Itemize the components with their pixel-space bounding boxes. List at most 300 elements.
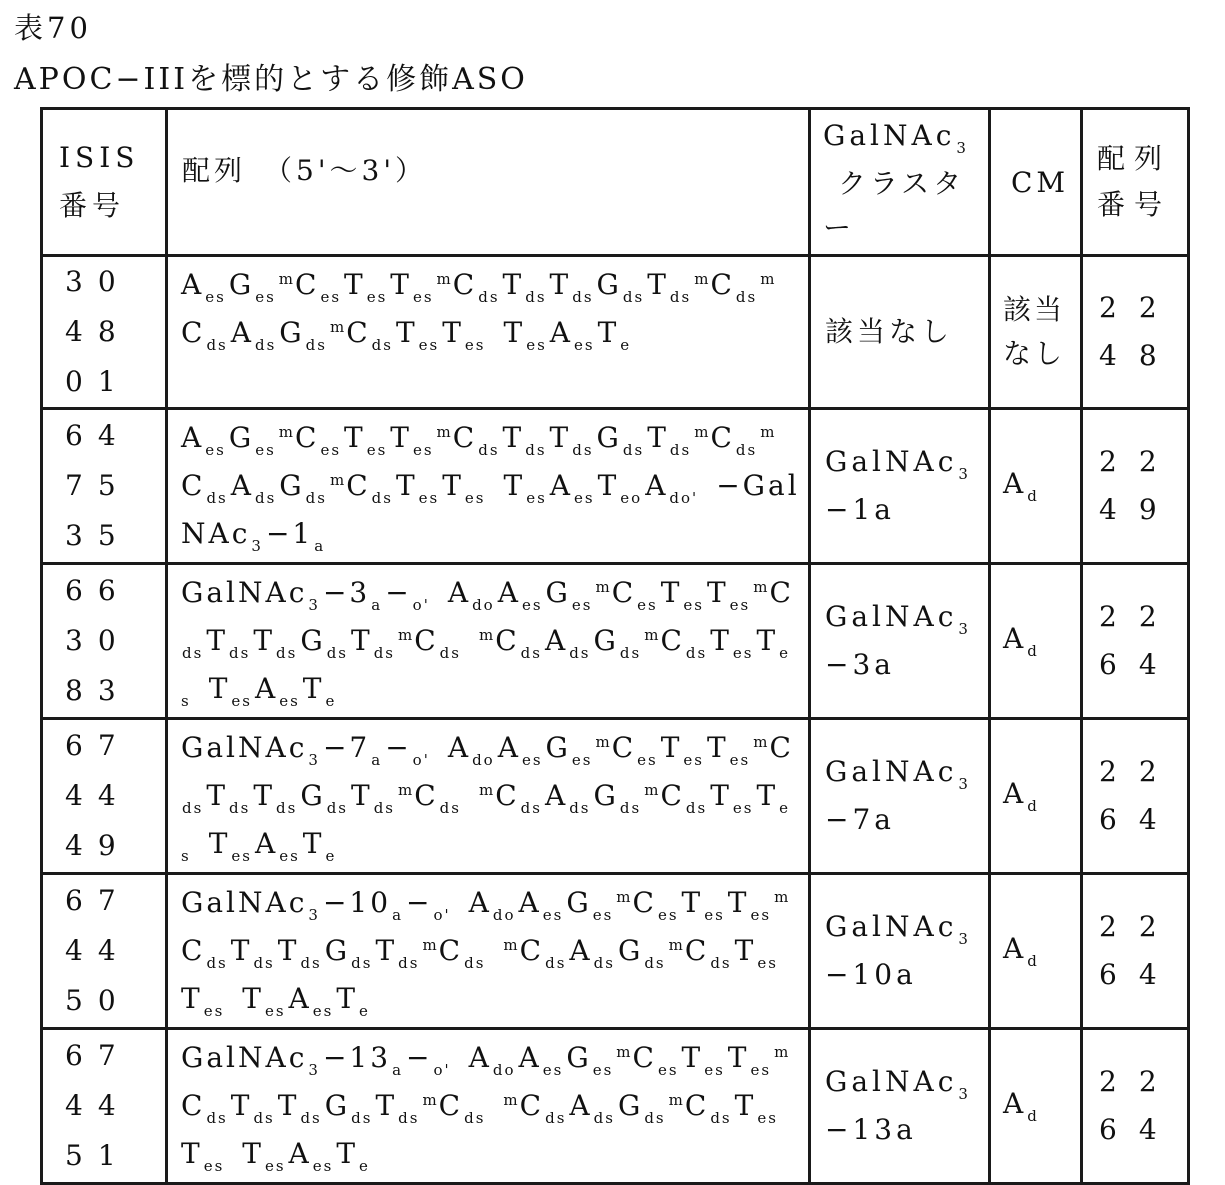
chem-base: A — [569, 934, 593, 967]
chem-base: T — [710, 779, 732, 812]
chem-subscript: es — [729, 596, 751, 614]
chem-base: T — [206, 624, 228, 657]
cm-value — [990, 256, 1082, 409]
chem-base: C — [346, 469, 371, 502]
chem-base: A — [549, 469, 573, 502]
chem-base: A — [254, 672, 279, 705]
chem-subscript: ds — [478, 288, 500, 306]
chem-subscript: 3 — [251, 537, 263, 555]
chem-base: T — [756, 779, 779, 812]
chem-subscript: es — [521, 751, 543, 769]
header-isis-number: ISIS番号 — [42, 109, 167, 256]
chem-subscript: 3 — [958, 1085, 970, 1103]
galnac-cluster — [810, 1029, 990, 1184]
chem-subscript: ds — [276, 799, 298, 817]
chem-base: GalNAc — [825, 910, 958, 943]
chem-base: T — [208, 672, 231, 705]
chem-subscript: es — [181, 644, 791, 710]
chem-subscript: ds — [206, 336, 228, 354]
chem-subscript: es — [264, 1157, 286, 1175]
chem-base: T — [502, 268, 525, 301]
chem-base: GalNAc — [181, 576, 308, 609]
chem-subscript: a — [371, 751, 383, 769]
chem-subscript: es — [312, 1157, 334, 1175]
chem-subscript: ds — [300, 954, 322, 972]
chem-subscript: ds — [300, 1109, 322, 1127]
chem-superscript: m — [503, 936, 519, 954]
chem-base: T — [706, 576, 729, 609]
chem-base: T — [253, 624, 275, 657]
header-galnac-cluster — [810, 109, 990, 256]
chem-subscript: es — [255, 441, 276, 459]
galnac-cluster — [810, 409, 990, 564]
chem-subscript: es — [637, 751, 658, 769]
chem-base: −13 — [322, 1041, 392, 1074]
chem-base: T — [336, 1137, 359, 1170]
chem-subscript: es — [203, 1157, 225, 1175]
chem-base: T — [302, 672, 325, 705]
chem-subscript: ds — [622, 288, 645, 306]
table-row — [42, 719, 1189, 874]
chem-base: T — [756, 624, 779, 657]
chem-subscript: es — [592, 1061, 614, 1079]
chem-base: A — [518, 1041, 542, 1074]
chem-subscript: eo — [620, 489, 643, 507]
chem-base: T — [734, 1089, 757, 1122]
chem-subscript: ds — [253, 1109, 275, 1127]
chem-base: C — [611, 731, 637, 764]
chem-base: T — [181, 982, 203, 1015]
chem-base: C — [684, 1089, 710, 1122]
chem-base: T — [181, 1137, 203, 1170]
table-row — [42, 256, 1189, 409]
chem-subscript: o' — [412, 751, 430, 769]
sequence — [167, 719, 810, 874]
chem-superscript: m — [774, 1043, 790, 1061]
chem-base: A — [181, 421, 205, 454]
chem-subscript: a — [371, 596, 383, 614]
table-row — [42, 874, 1189, 1029]
chem-subscript: ds — [520, 644, 542, 662]
chem-base: C — [414, 624, 439, 657]
chem-base: C — [346, 316, 371, 349]
chem-base: T — [230, 1089, 253, 1122]
chem-subscript: e — [359, 1002, 370, 1020]
isis-number: 674450 — [42, 874, 167, 1029]
chem-base: G — [228, 268, 255, 301]
chem-base: A — [230, 469, 254, 502]
chem-base: T — [242, 982, 264, 1015]
isis-number: 647535 — [42, 409, 167, 564]
sequence — [167, 1029, 810, 1184]
chem-subscript: es — [418, 336, 440, 354]
seq-id-number: 2264 — [1082, 874, 1189, 1029]
chem-base: GalNAc — [825, 755, 958, 788]
chem-subscript: es — [320, 288, 342, 306]
chem-base: G — [324, 934, 351, 967]
chem-base: G — [300, 779, 326, 812]
chem-base: C — [660, 779, 685, 812]
sequence — [167, 409, 810, 564]
chem-base: G — [596, 421, 622, 454]
chem-base: G — [545, 731, 571, 764]
chem-subscript: es — [574, 336, 595, 354]
chem-subscript: o' — [433, 906, 451, 924]
chem-subscript: 3 — [308, 751, 320, 769]
chem-subscript: ds — [373, 799, 395, 817]
chem-subscript: 3 — [308, 596, 320, 614]
chem-superscript: m — [616, 888, 632, 906]
chem-subscript: ds — [622, 441, 645, 459]
chem-subscript: es — [571, 751, 593, 769]
chem-base: GalNAc — [825, 1065, 958, 1098]
chem-subscript: ds — [464, 954, 486, 972]
chem-superscript: m — [644, 626, 660, 644]
chem-superscript: m — [694, 270, 710, 288]
chem-base: C — [769, 576, 794, 609]
chem-base: T — [681, 1041, 704, 1074]
chem-base: C — [438, 1089, 464, 1122]
chem-base: T — [727, 1041, 750, 1074]
chem-subscript: ds — [371, 336, 393, 354]
header-row — [42, 109, 1189, 256]
table-number-title: 表70 — [14, 11, 92, 45]
chem-base: T — [390, 268, 412, 301]
header-cm: CM — [990, 109, 1082, 256]
chem-subscript: es — [205, 441, 226, 459]
chem-base: A — [544, 779, 569, 812]
isis-number: 674451 — [42, 1029, 167, 1184]
chem-base: − — [406, 886, 433, 919]
chem-base: C — [181, 1089, 206, 1122]
chem-subscript: es — [542, 906, 564, 924]
chem-base: C — [181, 469, 206, 502]
chem-base: GalNAc — [181, 1041, 308, 1074]
chem-superscript: m — [398, 781, 414, 799]
chem-base: T — [503, 316, 526, 349]
chem-subscript: ds — [545, 1109, 567, 1127]
chem-base: T — [442, 469, 464, 502]
chem-subscript: ds — [525, 288, 547, 306]
chem-subscript: es — [592, 906, 614, 924]
chem-base: A — [254, 827, 279, 860]
chem-base: T — [253, 779, 275, 812]
chem-base: C — [295, 421, 320, 454]
chem-base: A — [447, 731, 472, 764]
chem-superscript: m — [422, 936, 438, 954]
seq-id-number: 2264 — [1082, 1029, 1189, 1184]
chem-superscript: m — [398, 626, 414, 644]
sequence — [167, 256, 810, 409]
chem-base: T — [395, 469, 418, 502]
chem-subscript: ds — [464, 1109, 486, 1127]
chem-subscript: ds — [569, 799, 591, 817]
isis-number: 674449 — [42, 719, 167, 874]
chem-subscript: d — [1027, 642, 1039, 660]
chem-base: T — [647, 268, 669, 301]
galnac-cluster — [810, 719, 990, 874]
chem-subscript: ds — [735, 288, 758, 306]
chem-base: T — [734, 934, 757, 967]
chem-subscript: es — [757, 1109, 778, 1127]
chem-subscript: 3 — [958, 620, 970, 638]
chem-base: 該当なし — [1003, 293, 1066, 370]
chem-superscript: m — [668, 936, 684, 954]
chem-subscript: es — [526, 336, 547, 354]
chem-base: G — [279, 469, 305, 502]
chem-base: C — [295, 268, 320, 301]
chem-subscript: es — [750, 1061, 772, 1079]
chem-subscript: a — [392, 1061, 404, 1079]
chem-subscript: es — [732, 644, 754, 662]
chem-base: C — [414, 779, 439, 812]
chem-superscript: m — [503, 1091, 519, 1109]
chem-superscript: m — [760, 423, 776, 441]
chem-subscript: ds — [254, 336, 277, 354]
table-caption: APOC−IIIを標的とする修飾ASO — [14, 62, 528, 97]
chem-base: A — [468, 1041, 492, 1074]
chem-subscript: ds — [710, 1109, 732, 1127]
chem-base: −10 — [322, 886, 392, 919]
chem-subscript: ds — [351, 954, 373, 972]
chem-base: C — [660, 624, 685, 657]
chem-base: G — [617, 1089, 644, 1122]
chem-subscript: d — [1027, 797, 1039, 815]
chem-base: T — [242, 1137, 264, 1170]
chem-base: C — [495, 779, 520, 812]
chem-base: A — [518, 886, 542, 919]
chem-subscript: es — [732, 799, 754, 817]
chem-base: C — [438, 934, 464, 967]
chem-subscript: ds — [254, 489, 277, 507]
chem-subscript: es — [255, 288, 276, 306]
chem-base: C — [611, 576, 637, 609]
chem-subscript: ds — [669, 441, 692, 459]
chem-base: − — [406, 1041, 433, 1074]
chem-superscript: m — [329, 318, 346, 336]
chem-base: C — [632, 886, 657, 919]
chem-base: GalNAc — [181, 886, 308, 919]
chem-base: C — [452, 268, 478, 301]
chem-base: T — [336, 982, 359, 1015]
galnac-cluster — [810, 564, 990, 719]
chem-subscript: d — [1027, 487, 1039, 505]
chem-base: T — [395, 316, 418, 349]
chem-base: A — [497, 576, 521, 609]
chem-base: T — [706, 731, 729, 764]
chem-superscript: m — [478, 626, 495, 644]
isis-number: 663083 — [42, 564, 167, 719]
chem-base: T — [344, 268, 366, 301]
chem-superscript: m — [753, 578, 769, 596]
chem-subscript: 3 — [958, 465, 970, 483]
chem-subscript: ds — [276, 644, 298, 662]
chem-subscript: ds — [735, 441, 758, 459]
chem-subscript: es — [320, 441, 342, 459]
chem-subscript: d — [1027, 1107, 1039, 1125]
chem-subscript: es — [750, 906, 772, 924]
chem-base: T — [206, 779, 228, 812]
chem-base: −3 — [322, 576, 371, 609]
chem-subscript: ds — [182, 644, 204, 662]
chem-base: T — [375, 934, 398, 967]
chem-subscript: e — [325, 847, 337, 865]
chem-base: G — [545, 576, 571, 609]
chem-base: − — [385, 731, 412, 764]
chem-subscript: es — [657, 1061, 679, 1079]
chem-subscript: ds — [619, 644, 642, 662]
chem-subscript: e — [325, 692, 337, 710]
chem-subscript: ds — [373, 644, 395, 662]
chem-subscript: 3 — [308, 906, 320, 924]
chem-subscript: ds — [305, 336, 327, 354]
cm-value — [990, 564, 1082, 719]
chem-base: T — [597, 469, 620, 502]
chem-subscript: ds — [182, 799, 204, 817]
chem-base: −10a — [825, 958, 917, 991]
chem-base: C — [181, 934, 206, 967]
chem-base: −GalNAc — [181, 469, 800, 550]
chem-base: −7a — [825, 803, 895, 836]
chem-base: G — [566, 886, 592, 919]
chem-base: C — [769, 731, 794, 764]
chem-subscript: es — [366, 288, 388, 306]
chem-base: T — [344, 421, 366, 454]
chem-subscript: ds — [326, 799, 348, 817]
chem-base: G — [593, 624, 619, 657]
chem-base: T — [681, 886, 704, 919]
chem-superscript: m — [760, 270, 776, 288]
chem-superscript: m — [616, 1043, 632, 1061]
chem-base: −13a — [825, 1113, 917, 1146]
chem-subscript: ds — [593, 954, 615, 972]
chem-subscript: ds — [569, 644, 591, 662]
chem-subscript: es — [542, 1061, 564, 1079]
chem-superscript: m — [595, 733, 611, 751]
chem-subscript: es — [264, 1002, 286, 1020]
chem-subscript: do — [492, 906, 516, 924]
chem-base: GalNAc — [181, 731, 308, 764]
chem-base: G — [593, 779, 619, 812]
seq-id-number: 2264 — [1082, 719, 1189, 874]
chem-base: C — [684, 934, 710, 967]
chem-subscript: 3 — [958, 930, 970, 948]
chem-base: C — [710, 421, 735, 454]
chem-superscript: m — [436, 270, 452, 288]
chem-subscript: ds — [253, 954, 275, 972]
chem-subscript: es — [231, 692, 252, 710]
chem-subscript: do — [472, 751, 495, 769]
chem-subscript: ds — [229, 644, 251, 662]
chem-subscript: do — [472, 596, 495, 614]
chem-base: G — [566, 1041, 592, 1074]
chem-subscript: ds — [398, 954, 420, 972]
chem-base: GalNAc — [825, 445, 958, 478]
chem-superscript: m — [694, 423, 710, 441]
seq-id-number: 2248 — [1082, 256, 1189, 409]
chem-base: T — [277, 1089, 300, 1122]
chem-subscript: ds — [206, 954, 228, 972]
chem-base: T — [549, 421, 572, 454]
chem-subscript: ds — [525, 441, 547, 459]
chem-subscript: ds — [351, 1109, 373, 1127]
chem-subscript: es — [231, 847, 252, 865]
chem-base: T — [351, 779, 373, 812]
aso-table — [40, 107, 1190, 1185]
chem-superscript: m — [278, 423, 294, 441]
chem-base: T — [727, 886, 750, 919]
chem-base: C — [495, 624, 520, 657]
chem-subscript: es — [279, 692, 300, 710]
chem-subscript: e — [359, 1157, 370, 1175]
seq-id-number: 2264 — [1082, 564, 1189, 719]
chem-subscript: es — [418, 489, 440, 507]
chem-base: A — [1003, 1087, 1027, 1120]
chem-subscript: ds — [206, 489, 228, 507]
chem-base: C — [632, 1041, 657, 1074]
chem-subscript: es — [412, 441, 434, 459]
chem-base: T — [302, 827, 325, 860]
chem-base: A — [230, 316, 254, 349]
chem-base: T — [710, 624, 732, 657]
chem-base: C — [710, 268, 735, 301]
chem-subscript: ds — [371, 489, 393, 507]
chem-base: A — [1003, 777, 1027, 810]
chem-superscript: m — [436, 423, 452, 441]
chem-base: A — [1003, 622, 1027, 655]
chem-subscript: es — [464, 489, 486, 507]
chem-subscript: es — [205, 288, 226, 306]
chem-base: C — [519, 1089, 545, 1122]
cm-value — [990, 874, 1082, 1029]
chem-subscript: d — [1027, 952, 1039, 970]
chem-subscript: ds — [593, 1109, 615, 1127]
chem-subscript: es — [637, 596, 658, 614]
chem-subscript: ds — [545, 954, 567, 972]
chem-base: G — [617, 934, 644, 967]
chem-base: A — [288, 982, 312, 1015]
isis-number: 304801 — [42, 256, 167, 409]
chem-subscript: es — [526, 489, 547, 507]
chem-base: T — [660, 731, 683, 764]
chem-base: クラスター — [823, 167, 966, 244]
chem-subscript: ds — [619, 799, 642, 817]
chem-base: C — [519, 934, 545, 967]
cm-value — [990, 719, 1082, 874]
chem-base: T — [549, 268, 572, 301]
header-sequence: 配列 （5'～3'） — [167, 109, 810, 256]
chem-base: A — [549, 316, 573, 349]
chem-base: −1a — [825, 493, 895, 526]
chem-base: G — [596, 268, 622, 301]
chem-base: G — [300, 624, 326, 657]
chem-subscript: es — [464, 336, 486, 354]
chem-superscript: m — [644, 781, 660, 799]
chem-subscript: ds — [229, 799, 251, 817]
chem-base: GalNAc — [825, 600, 958, 633]
chem-subscript: a — [314, 537, 326, 555]
cm-value — [990, 1029, 1082, 1184]
chem-subscript: 3 — [308, 1061, 320, 1079]
table-row — [42, 1029, 1189, 1184]
galnac-cluster — [810, 874, 990, 1029]
chem-subscript: o' — [412, 596, 430, 614]
chem-subscript: es — [757, 954, 778, 972]
chem-base: − — [385, 576, 412, 609]
chem-base: C — [181, 316, 206, 349]
chem-subscript: o' — [433, 1061, 451, 1079]
chem-subscript: es — [181, 799, 791, 865]
